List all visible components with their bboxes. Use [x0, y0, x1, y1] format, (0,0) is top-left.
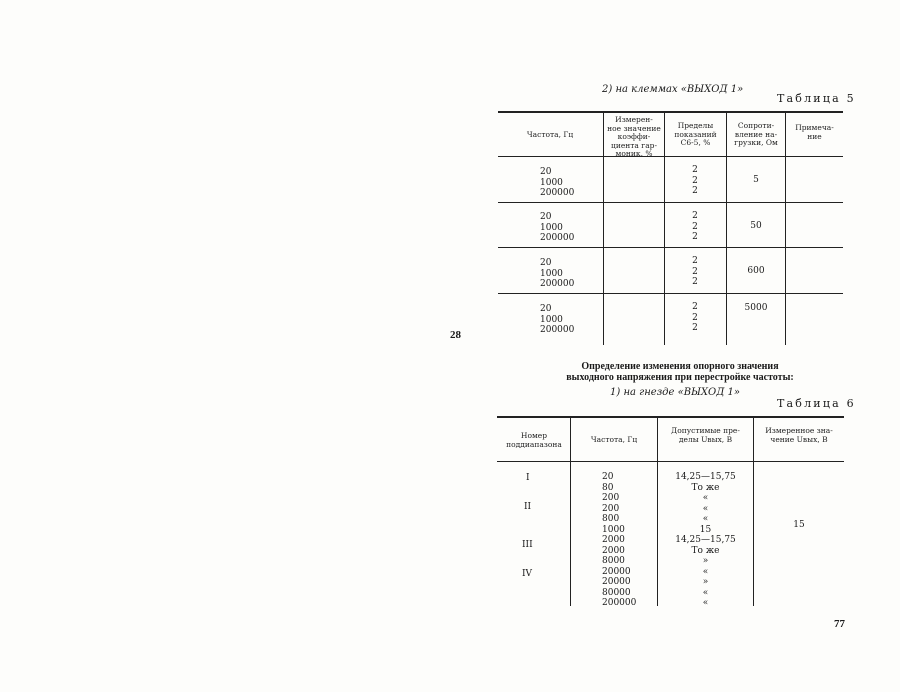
table6-col-rule: [753, 416, 754, 606]
table5-header-limits: Пределы показаний С6-5, %: [674, 121, 717, 147]
table5-limits: 2 2 2: [692, 165, 698, 196]
table5-row-rule: [498, 202, 843, 203]
table5-frequencies: 20 1000 200000: [540, 258, 575, 289]
table5-col-rule: [785, 111, 786, 345]
section-heading: Определение изменения опорного значения выходного напряжения при перестройке частоты:: [566, 361, 794, 383]
table5-header-rule: [498, 156, 843, 157]
table5-frequencies: 20 1000 200000: [540, 167, 575, 198]
table6-header-limits: Допустимые пре- делы Uвых, В: [671, 426, 740, 444]
table5-load: 50: [750, 221, 762, 231]
table6-label: Таблица 6: [777, 397, 856, 410]
table6-subrange: II: [524, 502, 532, 512]
table6-col-rule: [570, 416, 571, 606]
table5-limits: 2 2 2: [692, 302, 698, 333]
table5-header-load: Сопроти- вление на- грузки, Ом: [734, 121, 778, 147]
table5-header-measured: Измерен- ное значение коэффи- циента гар- моник, %: [607, 115, 661, 158]
table6-header-measured: Измеренное зна- чение Uвых, В: [765, 426, 833, 444]
table6-subrange: III: [522, 540, 533, 550]
table6-subrange: IV: [522, 569, 533, 579]
table5-frequencies: 20 1000 200000: [540, 212, 575, 243]
table5-limits: 2 2 2: [692, 211, 698, 242]
table6-header-rule: [497, 461, 844, 462]
table5-load: 5: [753, 175, 759, 185]
table6-measured: 15: [793, 520, 805, 530]
section-title: 2) на клеммах «ВЫХОД 1»: [602, 84, 744, 95]
table5-label: Таблица 5: [777, 92, 856, 105]
table5-row-rule: [498, 247, 843, 248]
table5-frequencies: 20 1000 200000: [540, 304, 575, 335]
table5-load: 600: [747, 266, 765, 276]
table6-subrange: I: [526, 473, 530, 483]
table6-frequencies: 20 80 200 200 800 1000 2000 2000 8000 20000 20000 80000 200000: [602, 472, 637, 608]
left-page-number: 28: [450, 329, 461, 341]
table5-header-frequency: Частота, Гц: [526, 130, 574, 139]
table5-header-note: Примеча- ние: [795, 123, 834, 141]
table5-limits: 2 2 2: [692, 256, 698, 287]
table6-header-frequency: Частота, Гц: [590, 435, 638, 444]
table5-load: 5000: [744, 303, 768, 313]
table6-header-subrange: Номер поддиапазона: [506, 431, 562, 449]
table6-limits: 14,25—15,75 То же « « « 15 14,25—15,75 То же » « » « «: [675, 472, 736, 608]
table5-row-rule: [498, 293, 843, 294]
right-page-number: 77: [834, 618, 845, 630]
section-subtitle: 1) на гнезде «ВЫХОД 1»: [610, 387, 741, 398]
table5-top-rule: [498, 111, 843, 113]
table6-top-rule: [497, 416, 844, 418]
